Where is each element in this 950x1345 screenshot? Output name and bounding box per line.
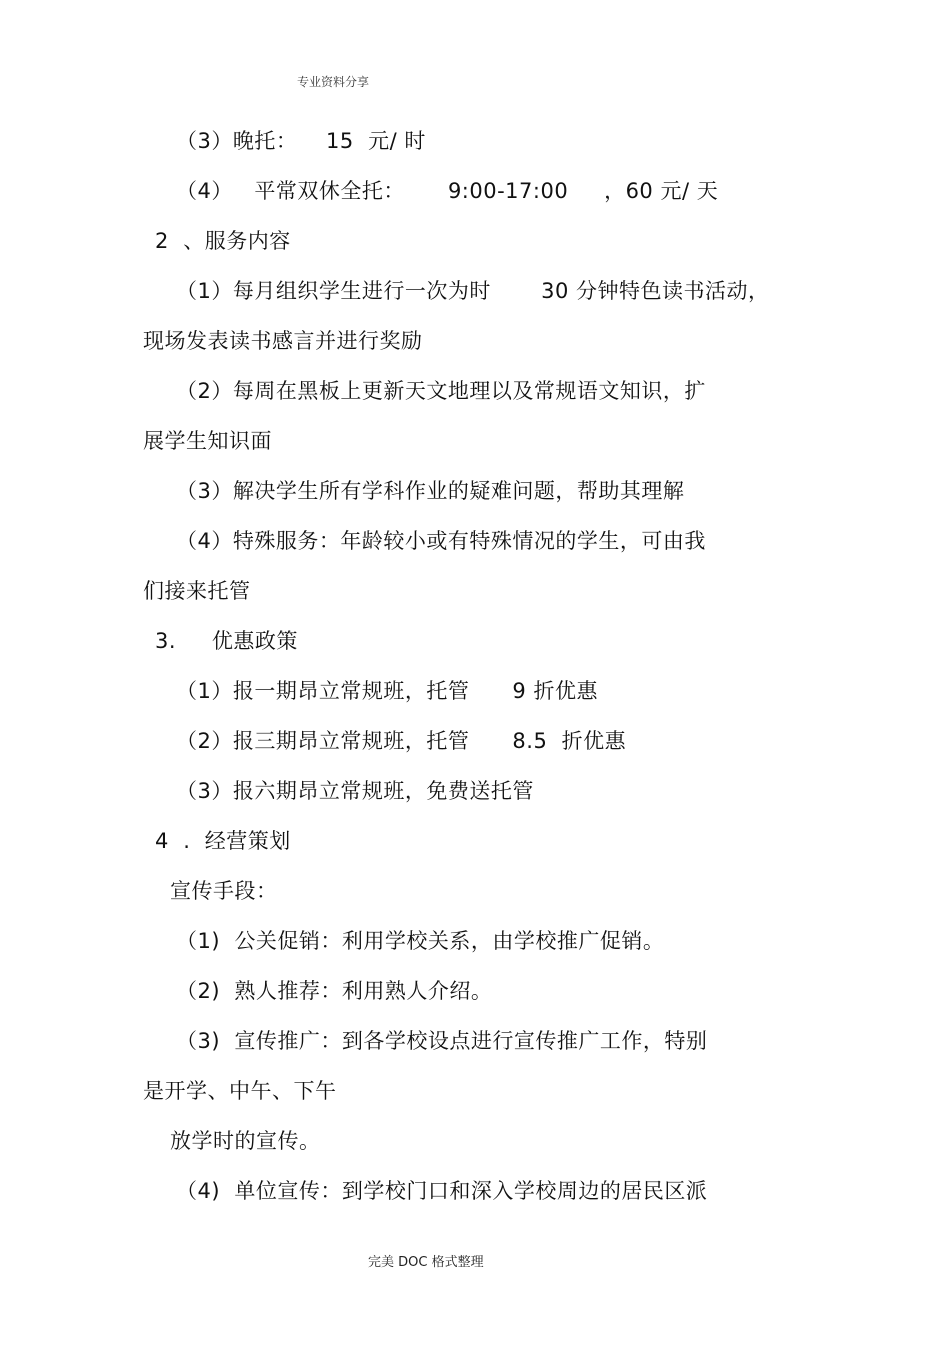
- text-line-promotion-campaign-cont2: 放学时的宣传。: [170, 1129, 321, 1153]
- text-line-homework-help: （3）解决学生所有学科作业的疑难问题，帮助其理解: [176, 479, 685, 503]
- text-line-promotion-pr: （1) 公关促销：利用学校关系，由学校推广促销。: [176, 929, 665, 953]
- text-line-promotion-campaign-cont: 是开学、中午、下午: [143, 1079, 337, 1103]
- text-line-promotion-unit: （4) 单位宣传：到学校门口和深入学校周边的居民区派: [176, 1179, 708, 1203]
- page-footer: 完美 DOC 格式整理: [368, 1255, 484, 1270]
- text-line-weekend-care: （4） 平常双休全托： 9:00-17:00 ，60 元/ 天: [176, 179, 719, 203]
- text-line-special-service-cont: 们接来托管: [143, 579, 251, 603]
- text-line-discount-1: （1）报一期昂立常规班，托管 9 折优惠: [176, 679, 598, 703]
- section-heading-discounts: 3. 优惠政策: [155, 629, 298, 653]
- text-line-reading-activity-cont: 现场发表读书感言并进行奖励: [143, 329, 423, 353]
- section-heading-services: 2 、服务内容: [155, 229, 291, 253]
- text-line-blackboard: （2）每周在黑板上更新天文地理以及常规语文知识，扩: [176, 379, 706, 403]
- text-line-discount-3: （2）报三期昂立常规班，托管 8.5 折优惠: [176, 729, 627, 753]
- text-line-discount-6: （3）报六期昂立常规班，免费送托管: [176, 779, 534, 803]
- text-line-promotion-means: 宣传手段：: [170, 879, 278, 903]
- page-header: 专业资料分享: [297, 75, 370, 89]
- text-line-evening-care: （3）晚托： 15 元/ 时: [176, 129, 426, 153]
- text-line-blackboard-cont: 展学生知识面: [143, 429, 272, 453]
- text-line-promotion-campaign: （3) 宣传推广：到各学校设点进行宣传推广工作，特别: [176, 1029, 708, 1053]
- text-line-promotion-referral: （2) 熟人推荐：利用熟人介绍。: [176, 979, 493, 1003]
- section-heading-business-plan: 4 . 经营策划: [155, 829, 291, 853]
- text-line-special-service: （4）特殊服务：年龄较小或有特殊情况的学生，可由我: [176, 529, 706, 553]
- text-line-reading-activity: （1）每月组织学生进行一次为时 30 分钟特色读书活动，: [176, 279, 770, 303]
